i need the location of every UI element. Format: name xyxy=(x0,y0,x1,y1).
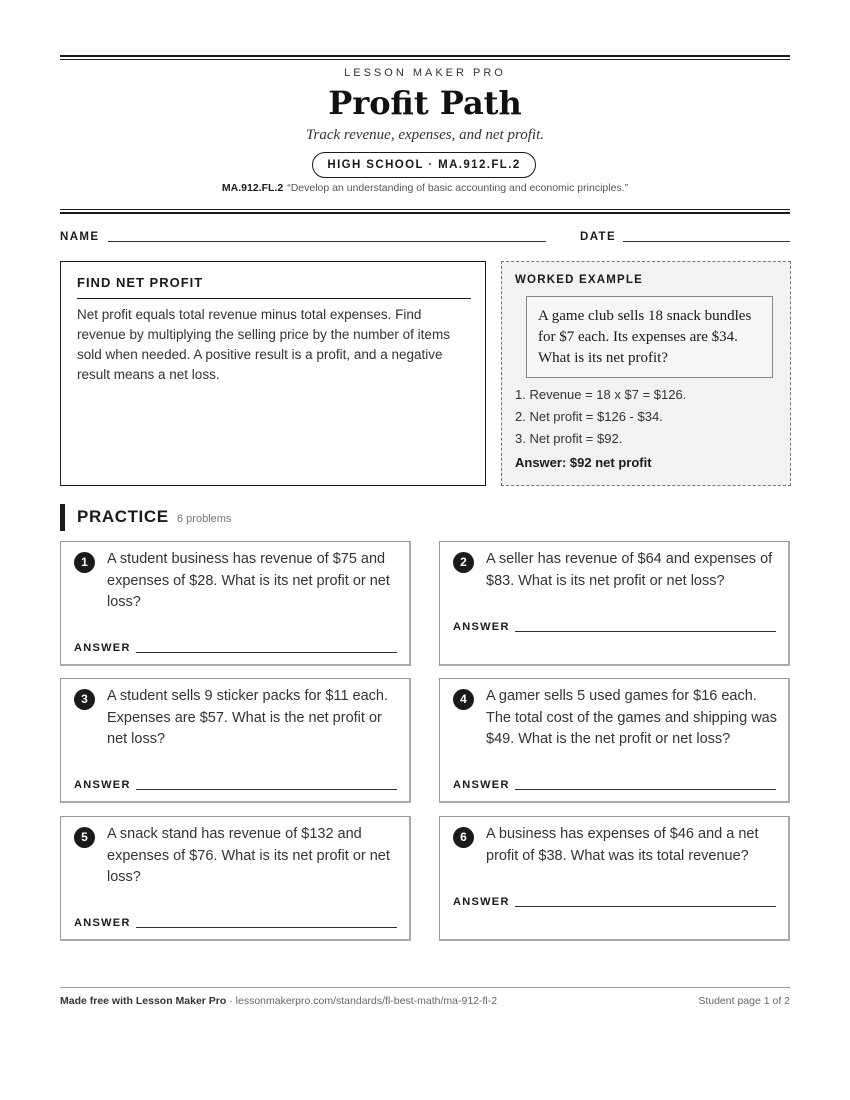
answer-field[interactable] xyxy=(136,652,397,653)
problem-number: 5 xyxy=(74,827,95,848)
answer-label: ANSWER xyxy=(453,779,510,791)
problem-card-5 xyxy=(60,816,411,941)
top-rule-thin xyxy=(60,59,790,60)
footer-credit xyxy=(60,995,497,1007)
problem-number: 4 xyxy=(453,689,474,710)
worked-example-steps xyxy=(515,384,686,450)
practice-count: 6 problems xyxy=(177,513,232,525)
problem-card-1 xyxy=(60,541,411,666)
problem-text: A business has expenses of $46 and a net profit of $38. What was its total revenue? xyxy=(486,826,759,864)
standard-description xyxy=(0,182,850,194)
worked-example-problem: A game club sells 18 snack bundles for $7 each. Its expenses are $34. What is its net profit? xyxy=(526,296,773,378)
problem-card-3 xyxy=(60,678,411,803)
grade-standard-badge: HIGH SCHOOL · MA.912.FL.2 xyxy=(312,152,536,178)
header-rule xyxy=(60,212,790,214)
answer-label: ANSWER xyxy=(453,621,510,633)
answer-field[interactable] xyxy=(515,789,776,790)
footer-rule xyxy=(60,987,790,988)
worked-example-step: 3. Net profit = $92. xyxy=(515,431,623,446)
problem-card-6 xyxy=(439,816,790,941)
footer-url[interactable]: · lessonmakerpro.com/standards/fl-best-math/ma-912-fl-2 xyxy=(226,995,498,1007)
problem-text: A seller has revenue of $64 and expenses of $83. What is its net profit or net loss? xyxy=(486,551,773,589)
top-rule xyxy=(60,55,790,57)
answer-label: ANSWER xyxy=(74,917,131,929)
standard-code: MA.912.FL.2 xyxy=(221,182,284,194)
problem-number: 3 xyxy=(74,689,95,710)
practice-heading: PRACTICE xyxy=(77,507,169,526)
page-subtitle: Track revenue, expenses, and net profit. xyxy=(306,127,544,143)
date-label: DATE xyxy=(580,231,617,243)
concept-body: Net profit equals total revenue minus total expenses. Find revenue by multiplying the selling price by the number of items sold when needed. A positive result is a profit, and a negative result means a net loss. xyxy=(77,307,450,382)
answer-field[interactable] xyxy=(515,906,776,907)
page-title: Profit Path xyxy=(328,84,522,122)
answer-field[interactable] xyxy=(136,927,397,928)
answer-label: ANSWER xyxy=(74,779,131,791)
problem-number: 2 xyxy=(453,552,474,573)
problem-card-4 xyxy=(439,678,790,803)
worked-example-step: 1. Revenue = 18 x $7 = $126. xyxy=(515,387,687,402)
worked-example-box xyxy=(501,261,791,486)
problem-text: A student business has revenue of $75 and expenses of $28. What is its net profit or net loss? xyxy=(107,551,390,610)
worked-example-answer: Answer: $92 net profit xyxy=(515,455,652,470)
practice-accent-bar xyxy=(60,504,65,531)
name-label: NAME xyxy=(60,231,100,243)
answer-field[interactable] xyxy=(515,631,776,632)
header-rule-thin xyxy=(60,209,790,210)
name-field[interactable] xyxy=(108,241,546,242)
problem-card-2 xyxy=(439,541,790,666)
concept-heading: FIND NET PROFIT xyxy=(77,275,204,290)
answer-label: ANSWER xyxy=(453,896,510,908)
worked-example-step: 2. Net profit = $126 - $34. xyxy=(515,409,663,424)
footer-made-with: Made free with Lesson Maker Pro xyxy=(60,995,227,1007)
standard-text: “Develop an understanding of basic accounting and economic principles.” xyxy=(287,182,629,194)
problem-text: A student sells 9 sticker packs for $11 each. Expenses are $57. What is the net profit or net loss? xyxy=(107,688,389,747)
concept-divider xyxy=(77,298,471,299)
problem-text: A gamer sells 5 used games for $16 each. The total cost of the games and shipping was $49. What is the net profit or net loss? xyxy=(486,688,777,747)
concept-box xyxy=(60,261,486,486)
worked-example-heading: WORKED EXAMPLE xyxy=(515,274,643,286)
footer-page-number: Student page 1 of 2 xyxy=(698,995,790,1007)
answer-label: ANSWER xyxy=(74,642,131,654)
problem-number: 1 xyxy=(74,552,95,573)
problem-number: 6 xyxy=(453,827,474,848)
date-field[interactable] xyxy=(623,241,790,242)
answer-field[interactable] xyxy=(136,789,397,790)
brand-name: LESSON MAKER PRO xyxy=(344,67,506,79)
problem-text: A snack stand has revenue of $132 and expenses of $76. What is its net profit or net loss? xyxy=(107,826,390,885)
